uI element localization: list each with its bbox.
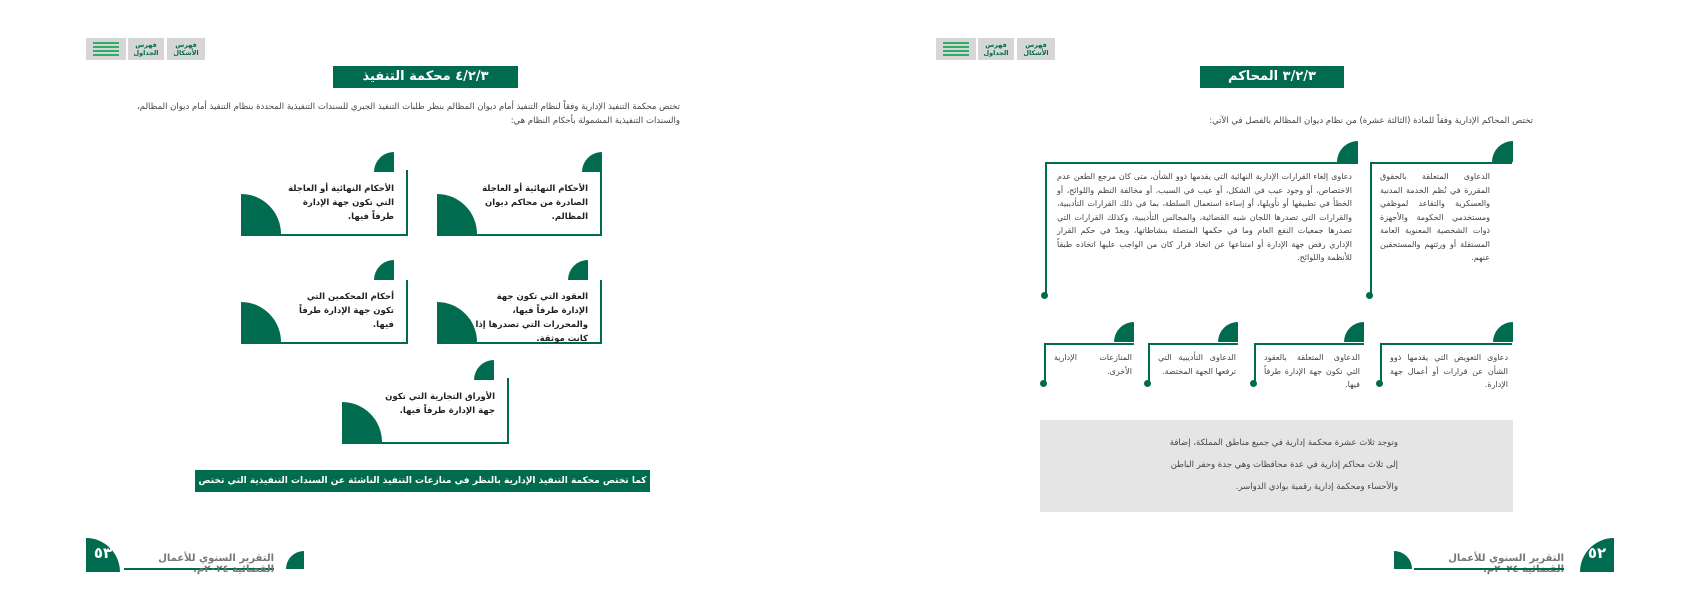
corner-quarter-circle <box>374 260 394 280</box>
corner-quarter-circle <box>1114 322 1134 342</box>
hamburger-icon <box>943 42 969 44</box>
corner-quarter-circle <box>1492 141 1513 162</box>
info-line: والأحساء ومحكمة إدارية رقمية بوادي الدواسر. <box>1235 482 1398 492</box>
list-item: الأحكام النهائية أو العاجلة التي تكون جهة الإدارة طرفاً فيها. <box>241 170 408 236</box>
section-title: ٤/٢/٣ محكمة التنفيذ الإدارية: <box>333 66 518 88</box>
list-item: الدعاوى المتعلقة بالعقود التي تكون جهة الإدارة طرفاً فيها. <box>1254 343 1364 385</box>
page-number: ٥٢ <box>1580 538 1614 572</box>
corner-quarter-circle <box>568 260 588 280</box>
list-item: المنازعات الإدارية الأخرى. <box>1044 343 1134 385</box>
corner-quarter-circle <box>1344 322 1364 342</box>
left-page <box>0 0 848 600</box>
bullet-dot <box>1250 380 1257 387</box>
figures-index-button[interactable]: فهرس الأشكال <box>1017 38 1055 60</box>
corner-quarter-circle <box>241 302 281 342</box>
info-box <box>1040 420 1513 512</box>
list-item: الدعاوى التأديبية التي ترفعها الجهة المختصة. <box>1148 343 1238 385</box>
menu-button[interactable] <box>86 38 126 60</box>
hamburger-icon <box>93 42 119 44</box>
corner-quarter-circle <box>1337 141 1358 162</box>
bullet-dot <box>1366 292 1373 299</box>
corner-quarter-circle <box>374 152 394 172</box>
list-item: دعاوى التعويض التي يقدمها ذوو الشأن عن قرارات أو أعمال جهة الإدارة. <box>1380 343 1512 385</box>
list-item: الأوراق التجارية التي تكون جهة الإدارة طرفاً فيها. <box>342 378 509 444</box>
bullet-dot <box>1144 380 1151 387</box>
footer-corner <box>1394 551 1412 569</box>
tables-index-button[interactable]: فهرس الجداول <box>978 38 1014 60</box>
page-number: ٥٣ <box>86 538 120 572</box>
corner-quarter-circle <box>1218 322 1238 342</box>
list-item: أحكام المحكمين التي تكون جهة الإدارة طرفاً فيها. <box>241 280 408 344</box>
list-item: الأحكام النهائية أو العاجلة الصادرة من محاكم ديوان المظالم. <box>437 170 602 236</box>
footer-underline <box>1414 568 1564 570</box>
list-item: دعاوى إلغاء القرارات الإدارية النهائية التي يقدمها ذوو الشأن، متى كان مرجع الطعن عدم الاختصاص، أو وجود عيب في الشكل، أو عيب في السبب، أو مخالفة النظم واللوائح، أو الخطأ في تطبيقها أو تأويلها، أو إساءة استعمال السلطة، بما في ذلك القرارات التأديبية، والقرارات التي تصدرها اللجان شبه القضائية، والمجالس التأديبية، وكذلك القرارات التي تصدرها جمعيات النفع العام وما في حكمها المتصلة بنشاطاتها، ويعدّ في حكم القرار الإداري رفض جهة الإدارة أو امتناعها عن اتخاذ قرار كان من الواجب عليها اتخاذه طبقاً للأنظمة واللوائح. <box>1045 162 1358 297</box>
footer-report-title: التقرير السنوي للأعمال <box>1448 553 1564 564</box>
figures-index-button[interactable]: فهرس الأشكال <box>167 38 205 60</box>
corner-quarter-circle <box>474 360 494 380</box>
corner-quarter-circle <box>241 194 281 234</box>
bullet-dot <box>1040 380 1047 387</box>
corner-quarter-circle <box>437 194 477 234</box>
corner-quarter-circle <box>1493 322 1513 342</box>
list-item: الدعاوى المتعلقة بالحقوق المقررة في نُظم الخدمة المدنية والعسكرية والتقاعد لموظفي ومستخدمي الحكومة والأجهزة ذوات الشخصية المعنوية العامة المستقلة أو ورثتهم والمستحقين عنهم. <box>1370 162 1512 297</box>
bullet-dot <box>1041 292 1048 299</box>
bullet-dot <box>1376 380 1383 387</box>
corner-quarter-circle <box>582 152 602 172</box>
list-item: العقود التي تكون جهة الإدارة طرفاً فيها، والمحررات التي تصدرها إذا كانت موثقة. <box>437 280 602 344</box>
section-intro: تختص محكمة التنفيذ الإدارية وفقاً لنظام التنفيذ أمام ديوان المظالم بنظر طلبات التنفيذ الجبري للسندات التنفيذية المحددة بنظام التنفيذ أمام ديوان المظالم، والسندات التنفيذية المشمولة بأحكام النظام هي: <box>137 102 680 126</box>
bottom-note: كما تختص محكمة التنفيذ الإدارية بالنظر في منازعات التنفيذ الناشئة عن السندات التنفيذية التي تختص بنظرها. <box>195 470 650 492</box>
info-line: إلى ثلاث محاكم إدارية في عدة محافظات وهي جدة وحفر الباطن <box>1170 460 1398 470</box>
right-page <box>848 0 1697 600</box>
section-title: ٣/٢/٣ المحاكم الإدارية: <box>1200 66 1344 88</box>
footer-corner <box>286 551 304 569</box>
info-line: وتوجد ثلاث عشرة محكمة إدارية في جميع مناطق المملكة، إضافة <box>1169 438 1398 448</box>
menu-button[interactable] <box>936 38 976 60</box>
tables-index-button[interactable]: فهرس الجداول <box>128 38 164 60</box>
section-intro: تختص المحاكم الإدارية وفقاً للمادة (الثالثة عشرة) من نظام ديوان المظالم بالفصل في الآتي: <box>1209 116 1533 126</box>
footer-report-title: التقرير السنوي للأعمال القضائية ٢٠٢٤م. <box>158 553 274 575</box>
